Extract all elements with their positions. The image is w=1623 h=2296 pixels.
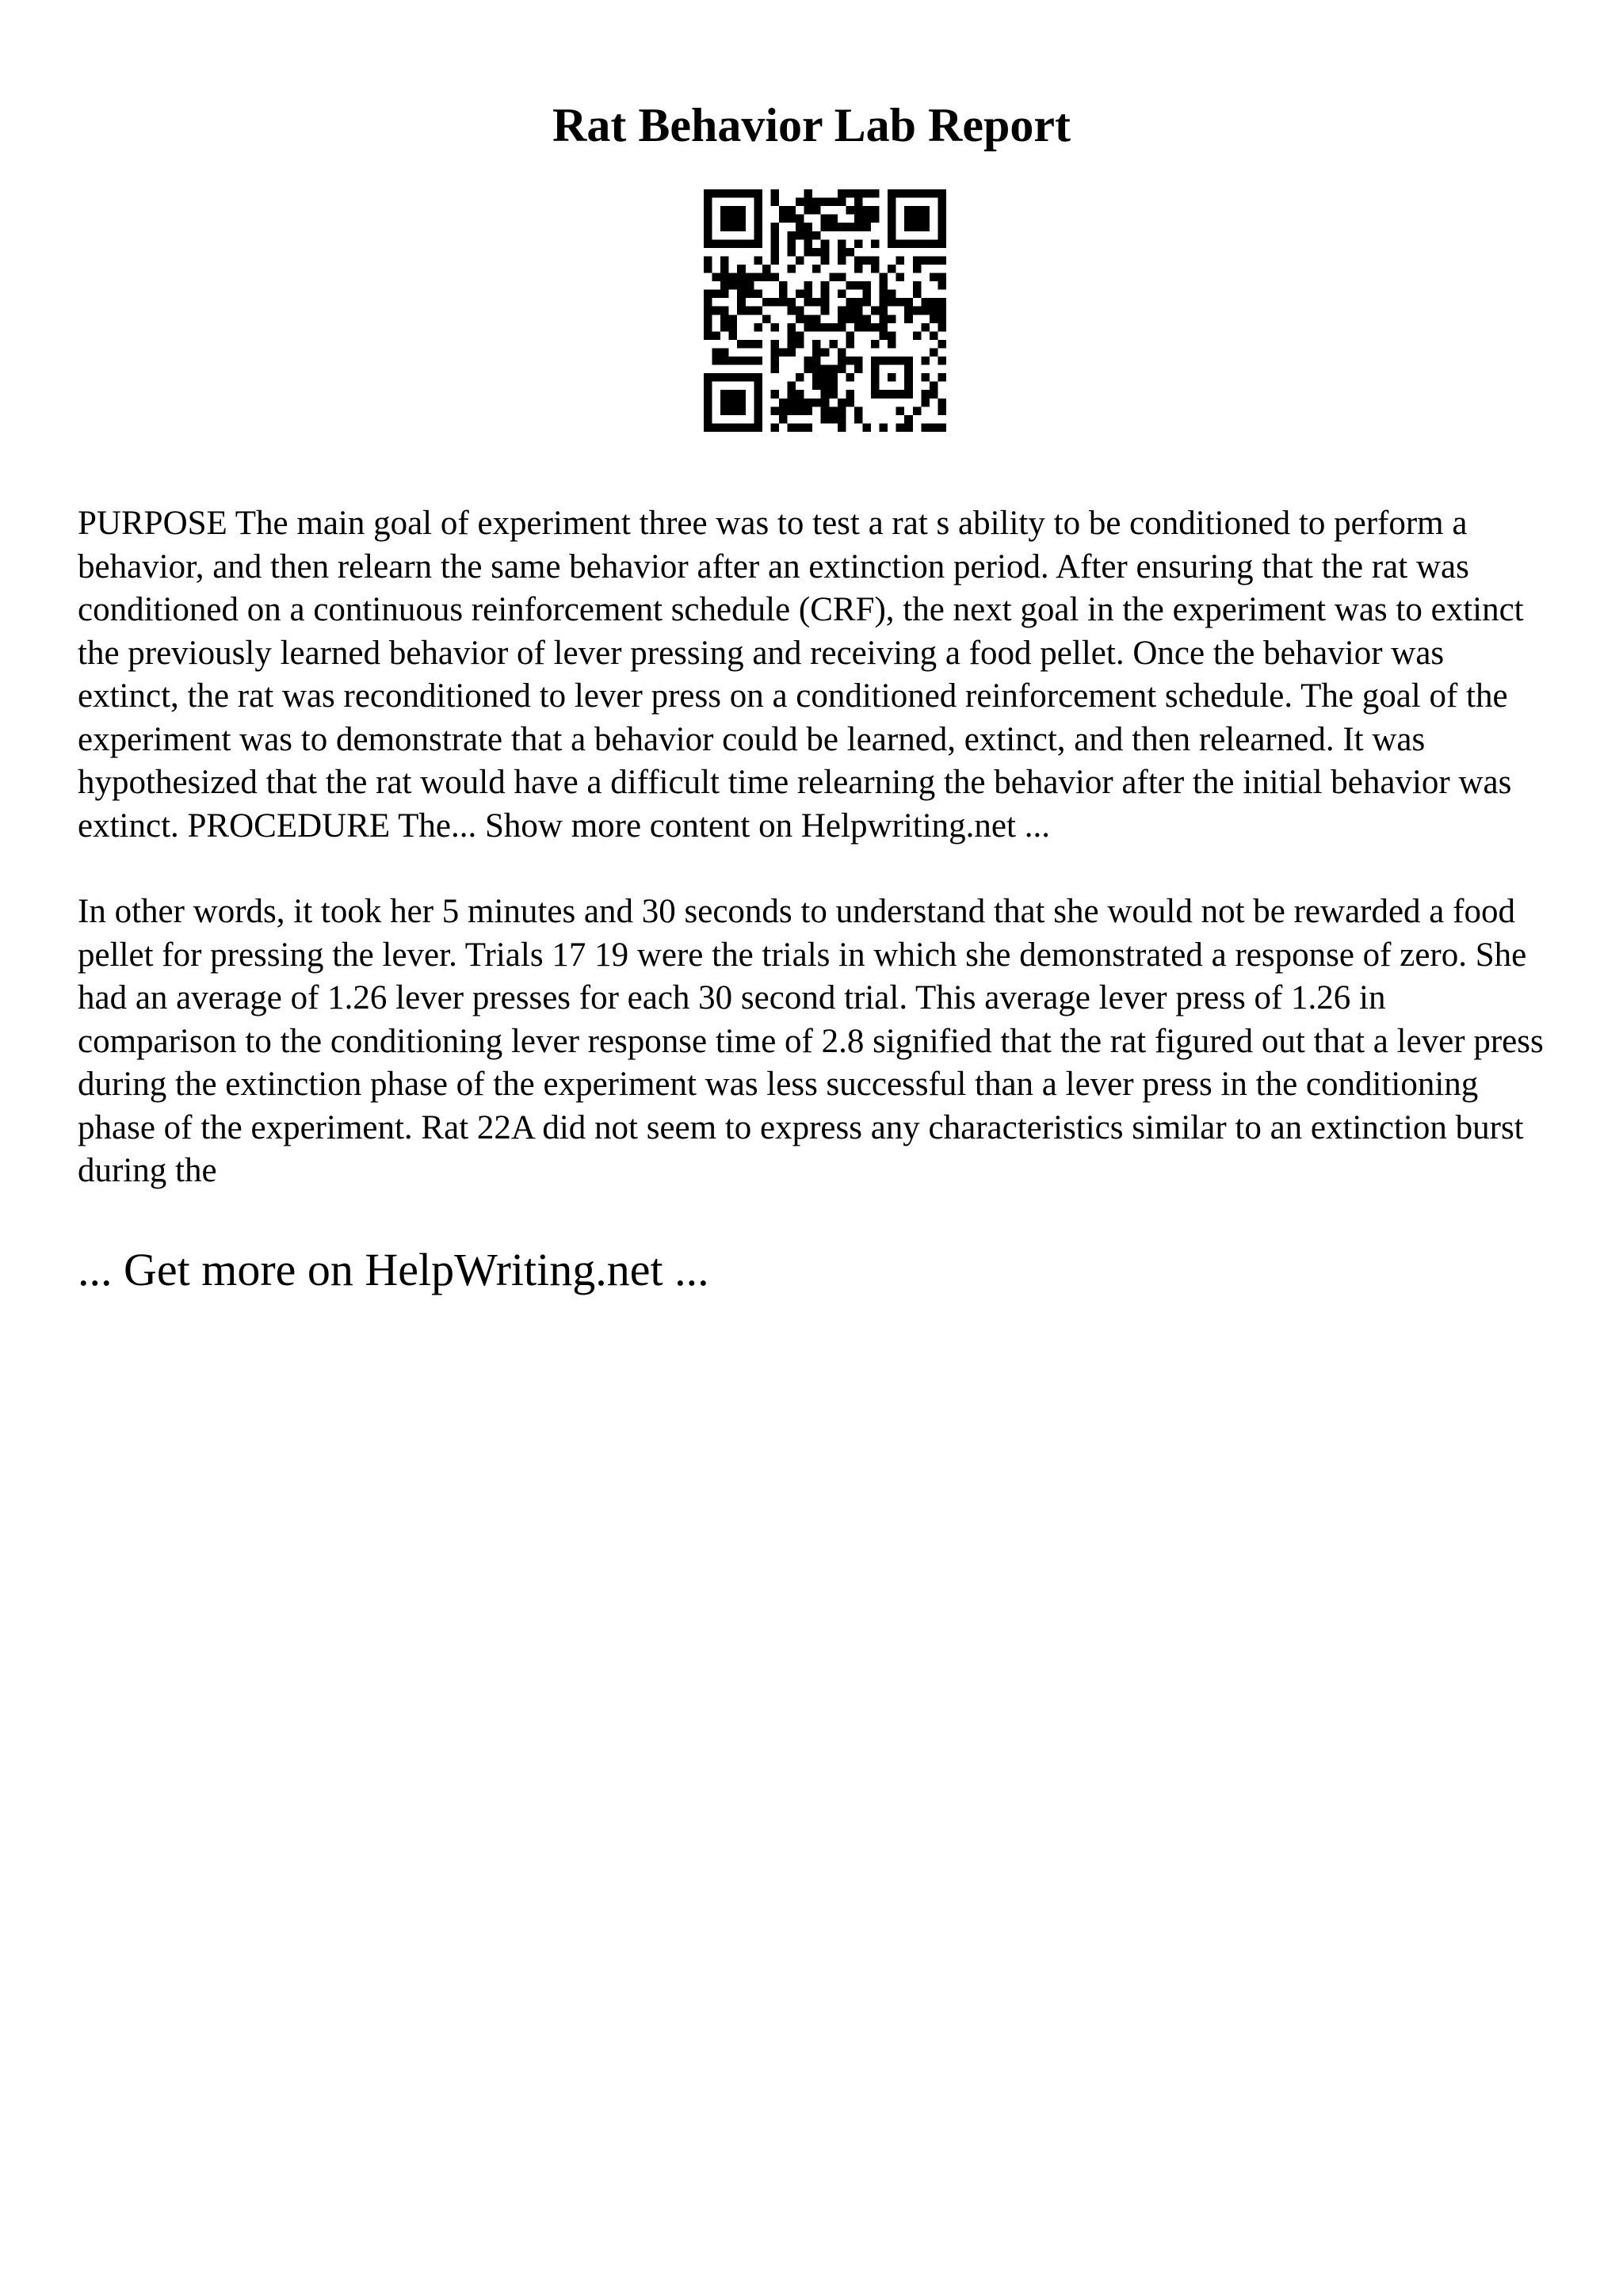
get-more-link[interactable]: ... Get more on HelpWriting.net ... xyxy=(78,1244,709,1295)
paragraph-results: In other words, it took her 5 minutes and 30 seconds to understand that she would not be rewarded a food pellet for pressing the lever. Trials 17 19 were the trials in which she demonstrated a response of zero. She had an average of 1.26 lever presses for each 30 second trial. This average lever press of 1.26 in comparison to the conditioning lever response time of 2.8 signified that the rat figured out that a lever press during the extinction phase of the experiment was less successful than a lever press in the conditioning phase of the experiment. Rat 22A did not seem to express any characteristics similar to an extinction burst during the xyxy=(78,893,1544,1189)
qr-code-icon xyxy=(704,189,946,432)
page-title: Rat Behavior Lab Report xyxy=(552,99,1071,151)
paragraph-purpose: PURPOSE The main goal of experiment three was to test a rat s ability to be conditioned to perform a behavior, and then relearn the same behavior after an extinction period. After ensuring that the rat was conditioned on a continuous reinforcement schedule (CRF), the next goal in the experiment was to extinct the previously learned behavior of lever pressing and receiving a food pellet. Once the behavior was extinct, the rat was reconditioned to lever press on a conditioned reinforcement schedule. The goal of the experiment was to demonstrate that a behavior could be learned, extinct, and then relearned. It was hypothesized that the rat would have a difficult time relearning the behavior after the initial behavior was extinct. PROCEDURE The... Show more content on Helpwriting.net ... xyxy=(78,505,1524,845)
